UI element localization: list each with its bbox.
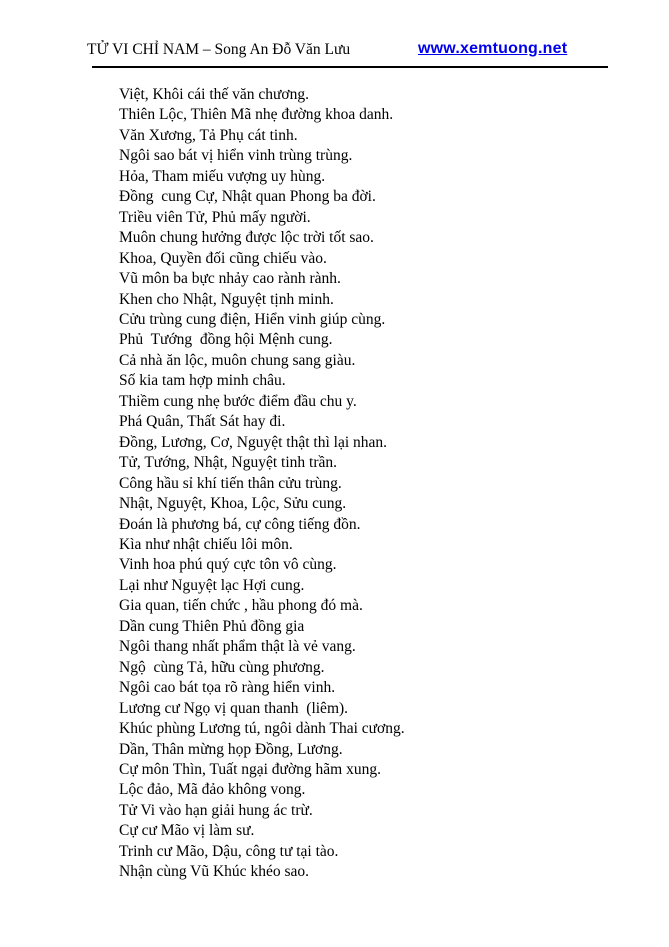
- poem-line: Khoa, Quyền đối cũng chiếu vào.: [119, 249, 327, 267]
- poem-line: Hỏa, Tham miếu vượng uy hùng.: [119, 167, 326, 185]
- poem-line: Triều viên Tử, Phủ mấy người.: [119, 208, 311, 226]
- poem-line: Dần cung Thiên Phủ đồng gia: [119, 617, 305, 635]
- poem-line: Đoán là phương bá, cự công tiếng đồn.: [119, 515, 361, 533]
- poem-line: Việt, Khôi cái thế văn chương.: [119, 86, 309, 103]
- poem-line: Ngôi cao bát tọa rõ ràng hiển vinh.: [119, 679, 336, 697]
- poem-line: Lương cư Ngọ vị quan thanh (liêm).: [119, 699, 349, 717]
- poem-line: Vinh hoa phú quý cực tôn vô cùng.: [119, 556, 337, 574]
- poem-line: Gia quan, tiến chức , hầu phong đó mà.: [119, 597, 363, 615]
- poem-line: Trinh cư Mão, Dậu, công tư tại tào.: [119, 842, 339, 860]
- poem-line: Đồng cung Cự, Nhật quan Phong ba đời.: [119, 188, 376, 206]
- poem-line: Phủ Tướng đồng hội Mệnh cung.: [119, 331, 333, 349]
- poem-line: Khen cho Nhật, Nguyệt tịnh minh.: [119, 290, 334, 308]
- poem-line: Nhật, Nguyệt, Khoa, Lộc, Sửu cung.: [119, 495, 347, 513]
- poem-line: Cự môn Thìn, Tuất ngại đường hãm xung.: [119, 760, 381, 778]
- website-link[interactable]: www.xemtuong.net: [418, 40, 568, 57]
- poem-text-block: [119, 85, 599, 883]
- poem-line: Ngộ cùng Tả, hữu cùng phương.: [119, 658, 325, 676]
- poem-line: Tử, Tướng, Nhật, Nguyệt tinh trần.: [119, 454, 337, 472]
- poem-line: Thiềm cung nhẹ bước điểm đầu chu y.: [119, 392, 357, 410]
- poem-line: Lộc đảo, Mã đảo không vong.: [119, 781, 306, 799]
- poem-line: Dần, Thân mừng họp Đồng, Lương.: [119, 740, 343, 758]
- poem-line: Văn Xương, Tả Phụ cát tinh.: [119, 126, 298, 144]
- poem-line: Lại như Nguyệt lạc Hợi cung.: [119, 576, 305, 594]
- poem-line: Số kia tam hợp minh châu.: [119, 372, 286, 390]
- poem-line: Nhận cùng Vũ Khúc khéo sao.: [119, 863, 309, 881]
- poem-line: Ngôi thang nhất phẩm thật là vẻ vang.: [119, 638, 356, 656]
- poem-line: Công hầu sỉ khí tiến thân cửu trùng.: [119, 474, 342, 492]
- header-divider: [92, 66, 608, 68]
- poem-line: Đồng, Lương, Cơ, Nguyệt thật thì lại nhan.: [119, 433, 388, 451]
- poem-line: Kìa như nhật chiếu lôi môn.: [119, 535, 293, 553]
- poem-line: Cự cư Mão vị làm sư.: [119, 822, 255, 840]
- poem-line: Tử Vi vào hạn giải hung ác trừ.: [119, 801, 313, 819]
- poem-line: Ngôi sao bát vị hiển vinh trùng trùng.: [119, 147, 353, 165]
- poem-line: Phá Quân, Thất Sát hay đi.: [119, 413, 286, 431]
- poem-line: Khúc phùng Lương tú, ngôi dành Thai cương.: [119, 720, 405, 738]
- poem-line: Cửu trùng cung điện, Hiển vinh giúp cùng.: [119, 310, 386, 328]
- poem-line: Vũ môn ba bực nhảy cao rành rành.: [119, 270, 341, 288]
- poem-line: Muôn chung hưởng được lộc trời tốt sao.: [119, 229, 374, 247]
- document-header-title: TỬ VI CHỈ NAM – Song An Đỗ Văn Lưu: [87, 41, 351, 58]
- poem-line: Cả nhà ăn lộc, muôn chung sang giàu.: [119, 351, 356, 369]
- poem-line: Thiên Lộc, Thiên Mã nhẹ đường khoa danh.: [119, 106, 394, 124]
